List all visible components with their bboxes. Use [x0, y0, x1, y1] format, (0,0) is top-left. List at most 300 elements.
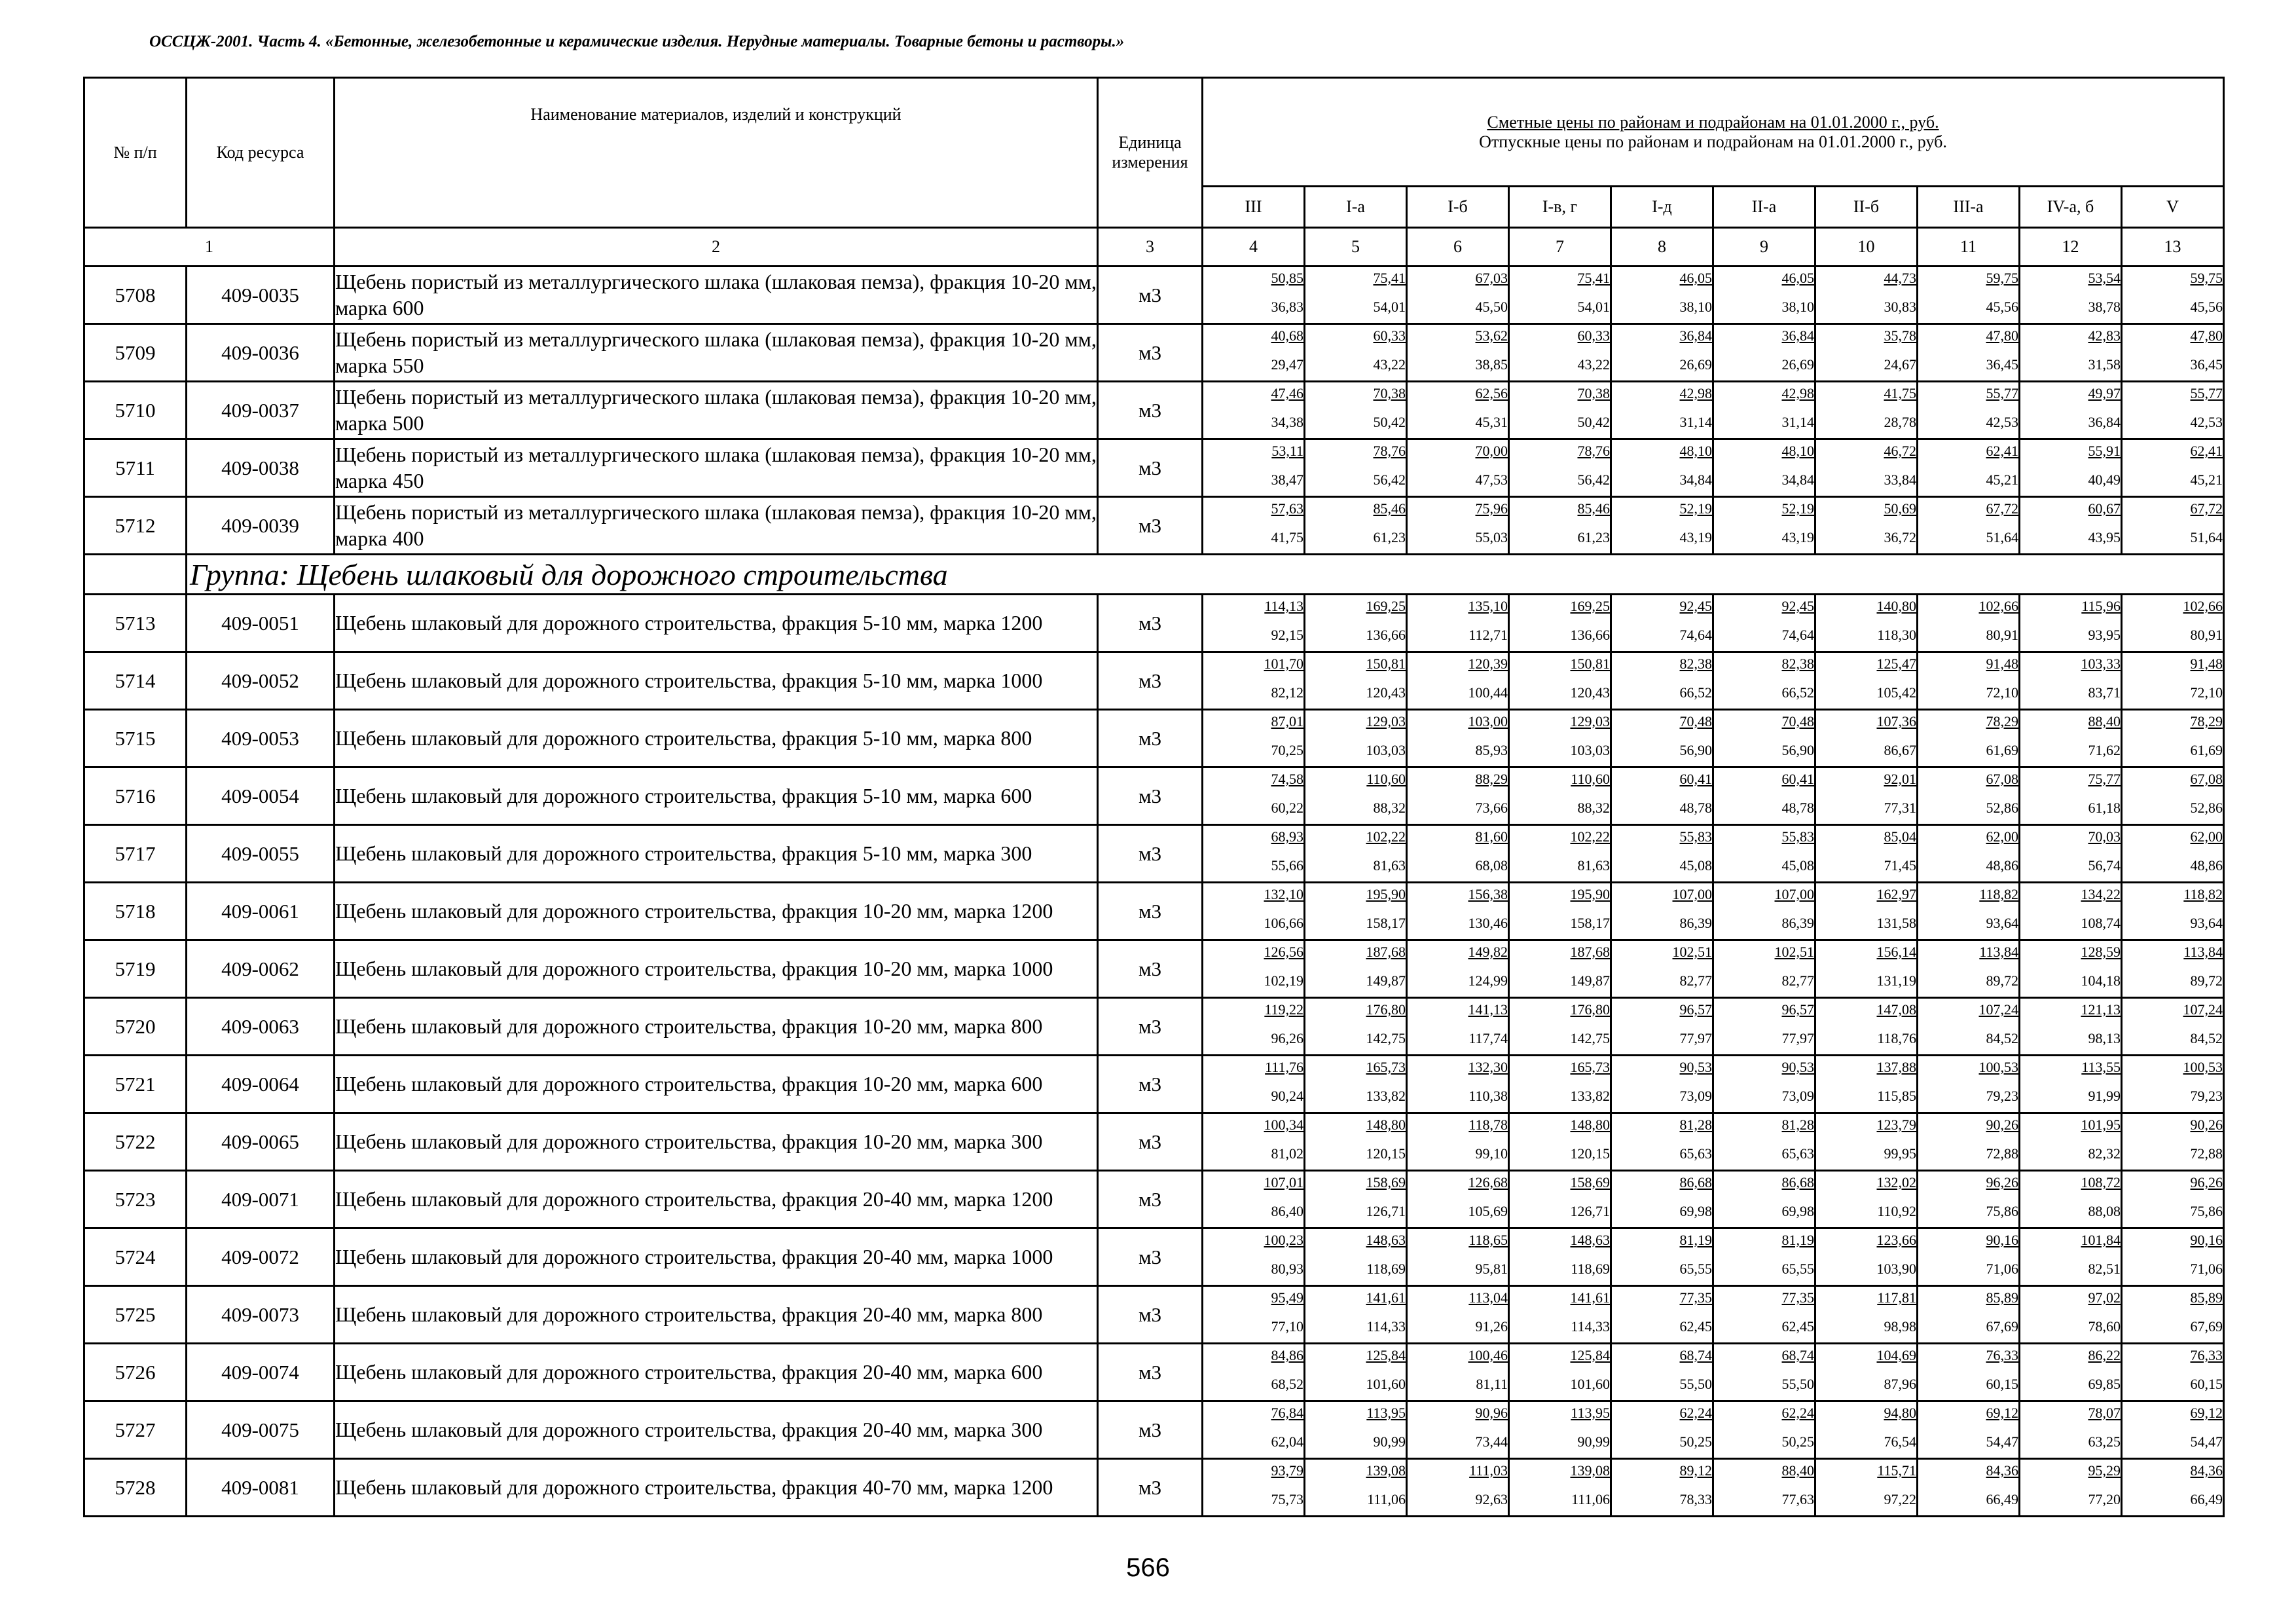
price-cell — [1611, 324, 1713, 382]
release-price: 114,33 — [1571, 1318, 1610, 1335]
price-cell — [1713, 883, 1815, 940]
price-cell — [1611, 1459, 1713, 1517]
price-cell — [1713, 767, 1815, 825]
estimate-price: 90,16 — [1986, 1232, 2018, 1248]
estimate-price: 101,84 — [2081, 1232, 2121, 1248]
price-cell — [1407, 998, 1509, 1056]
estimate-price: 102,66 — [2183, 598, 2223, 614]
estimate-price: 92,01 — [1884, 771, 1916, 787]
price-cell — [1713, 1344, 1815, 1401]
release-price: 28,78 — [1884, 414, 1916, 430]
release-price: 101,60 — [1570, 1376, 1610, 1392]
price-cell — [1815, 1344, 1918, 1401]
estimate-price: 81,28 — [1781, 1116, 1814, 1133]
release-price: 86,40 — [1271, 1203, 1303, 1219]
price-cell — [1305, 1228, 1407, 1286]
release-price: 42,53 — [2190, 414, 2223, 430]
release-price: 43,22 — [1577, 356, 1610, 373]
material-name: Щебень шлаковый для дорожного строительства, фракция 5-10 мм, марка 600 — [335, 767, 1098, 825]
resource-code: 409-0072 — [187, 1228, 335, 1286]
release-price: 86,39 — [1679, 915, 1712, 931]
estimate-price: 103,00 — [1468, 713, 1508, 729]
estimate-price: 48,10 — [1679, 443, 1712, 459]
estimate-price: 118,82 — [2183, 886, 2223, 902]
price-cell — [1713, 825, 1815, 883]
price-cell — [1918, 1344, 2020, 1401]
price-cell — [1611, 1344, 1713, 1401]
release-price: 36,83 — [1271, 299, 1303, 315]
release-price: 45,56 — [2190, 299, 2223, 315]
release-price: 50,42 — [1373, 414, 1406, 430]
estimate-price: 42,83 — [2088, 327, 2121, 344]
column-number: 4 — [1203, 228, 1305, 267]
estimate-price: 53,62 — [1475, 327, 1508, 344]
release-price: 63,25 — [2088, 1433, 2121, 1450]
row-number: 5723 — [84, 1171, 187, 1228]
release-price: 45,21 — [1986, 471, 2018, 488]
estimate-price: 132,30 — [1468, 1059, 1508, 1075]
release-price: 61,18 — [2088, 800, 2121, 816]
estimate-price: 129,03 — [1570, 713, 1610, 729]
resource-code: 409-0039 — [187, 497, 335, 555]
price-cell — [1407, 1459, 1509, 1517]
release-price: 73,09 — [1679, 1088, 1712, 1104]
table-row — [84, 940, 2224, 998]
release-price: 50,25 — [1781, 1433, 1814, 1450]
release-price: 79,23 — [2190, 1088, 2223, 1104]
price-cell — [1509, 1056, 1611, 1113]
material-name: Щебень шлаковый для дорожного строительства, фракция 10-20 мм, марка 1200 — [335, 883, 1098, 940]
column-number: 3 — [1098, 228, 1203, 267]
release-price: 108,74 — [2081, 915, 2121, 931]
estimate-price: 128,59 — [2081, 944, 2121, 960]
price-cell — [1305, 1056, 1407, 1113]
estimate-price: 86,68 — [1781, 1174, 1814, 1190]
price-cell — [1305, 1459, 1407, 1517]
estimate-price: 113,84 — [1979, 944, 2018, 960]
estimate-price: 70,00 — [1475, 443, 1508, 459]
estimate-price: 62,41 — [2190, 443, 2223, 459]
price-cell — [1407, 267, 1509, 324]
estimate-price: 60,41 — [1781, 771, 1814, 787]
price-cell — [2122, 267, 2224, 324]
release-price: 48,86 — [2190, 857, 2223, 874]
table-row — [84, 497, 2224, 555]
price-cell — [1611, 1286, 1713, 1344]
price-cell — [1305, 595, 1407, 652]
estimate-price: 46,72 — [1884, 443, 1916, 459]
col-header-prices — [1203, 78, 2224, 187]
row-number: 5720 — [84, 998, 187, 1056]
release-price: 136,66 — [1570, 627, 1610, 643]
estimate-price: 92,45 — [1781, 598, 1814, 614]
release-price: 48,86 — [1986, 857, 2018, 874]
col-header-np: № п/п — [84, 78, 187, 228]
estimate-price: 77,35 — [1781, 1289, 1814, 1306]
estimate-price: 102,22 — [1366, 828, 1406, 845]
estimate-price: 90,26 — [2190, 1116, 2223, 1133]
estimate-price: 107,24 — [2183, 1001, 2223, 1018]
column-number: 7 — [1509, 228, 1611, 267]
column-number: 11 — [1918, 228, 2020, 267]
release-price: 99,95 — [1884, 1145, 1916, 1162]
estimate-price: 60,33 — [1577, 327, 1610, 344]
estimate-price: 78,76 — [1373, 443, 1406, 459]
table-row — [84, 267, 2224, 324]
estimate-price: 52,19 — [1679, 500, 1712, 517]
price-cell — [1509, 267, 1611, 324]
release-price: 52,86 — [2190, 800, 2223, 816]
estimate-price: 44,73 — [1884, 270, 1916, 286]
estimate-price: 88,29 — [1475, 771, 1508, 787]
price-cell — [1203, 1171, 1305, 1228]
estimate-price: 107,00 — [1672, 886, 1712, 902]
group-row — [84, 555, 2224, 595]
estimate-price: 139,08 — [1570, 1462, 1610, 1479]
column-number: 1 — [84, 228, 335, 267]
price-cell — [1815, 1056, 1918, 1113]
price-cell — [2020, 883, 2122, 940]
estimate-price: 115,96 — [2081, 598, 2121, 614]
price-cell — [1713, 1401, 1815, 1459]
release-price: 48,78 — [1679, 800, 1712, 816]
estimate-price: 78,07 — [2088, 1405, 2121, 1421]
release-price: 79,23 — [1986, 1088, 2018, 1104]
price-cell — [1203, 1113, 1305, 1171]
price-cell — [1509, 1344, 1611, 1401]
price-cell — [1509, 1171, 1611, 1228]
release-price: 80,93 — [1271, 1261, 1303, 1277]
release-price: 80,91 — [2190, 627, 2223, 643]
price-cell — [1203, 1459, 1305, 1517]
release-price: 72,10 — [1986, 684, 2018, 701]
unit-of-measure: м3 — [1098, 710, 1203, 767]
price-cell — [1611, 382, 1713, 439]
release-price: 75,86 — [2190, 1203, 2223, 1219]
row-number: 5717 — [84, 825, 187, 883]
price-cell — [2122, 1056, 2224, 1113]
release-price: 31,58 — [2088, 356, 2121, 373]
unit-of-measure: м3 — [1098, 1401, 1203, 1459]
release-price: 111,06 — [1571, 1491, 1610, 1507]
estimate-price: 46,05 — [1679, 270, 1712, 286]
price-cell — [1305, 998, 1407, 1056]
material-name: Щебень шлаковый для дорожного строительства, фракция 10-20 мм, марка 300 — [335, 1113, 1098, 1171]
release-price: 120,15 — [1366, 1145, 1406, 1162]
column-number: 9 — [1713, 228, 1815, 267]
release-price: 24,67 — [1884, 356, 1916, 373]
estimate-price: 36,84 — [1781, 327, 1814, 344]
price-cell — [2122, 998, 2224, 1056]
price-cell — [1713, 998, 1815, 1056]
row-number: 5708 — [84, 267, 187, 324]
estimate-price: 86,22 — [2088, 1347, 2121, 1363]
release-price: 43,22 — [1373, 356, 1406, 373]
estimate-price: 141,13 — [1468, 1001, 1508, 1018]
estimate-price: 81,60 — [1475, 828, 1508, 845]
release-price: 103,90 — [1876, 1261, 1916, 1277]
region-header: III — [1203, 187, 1305, 228]
estimate-price: 49,97 — [2088, 385, 2121, 401]
price-cell — [1203, 652, 1305, 710]
unit-of-measure: м3 — [1098, 1286, 1203, 1344]
price-cell — [1918, 652, 2020, 710]
estimate-price: 76,33 — [1986, 1347, 2018, 1363]
estimate-price: 117,81 — [1877, 1289, 1916, 1306]
estimate-price: 89,12 — [1679, 1462, 1712, 1479]
price-cell — [2020, 382, 2122, 439]
release-price: 97,22 — [1884, 1491, 1916, 1507]
release-price: 78,60 — [2088, 1318, 2121, 1335]
table-row — [84, 1401, 2224, 1459]
price-cell — [1407, 1056, 1509, 1113]
release-price: 75,86 — [1986, 1203, 2018, 1219]
unit-of-measure: м3 — [1098, 439, 1203, 497]
resource-code: 409-0054 — [187, 767, 335, 825]
release-price: 56,74 — [2088, 857, 2121, 874]
estimate-price: 47,80 — [1986, 327, 2018, 344]
release-price: 82,51 — [2088, 1261, 2121, 1277]
price-cell — [1305, 1344, 1407, 1401]
release-price: 86,67 — [1884, 742, 1916, 758]
price-cell — [1407, 1228, 1509, 1286]
release-price: 36,45 — [2190, 356, 2223, 373]
price-cell — [1305, 940, 1407, 998]
release-price: 54,47 — [1986, 1433, 2018, 1450]
resource-code: 409-0038 — [187, 439, 335, 497]
estimate-price: 120,39 — [1468, 655, 1508, 672]
estimate-price: 55,83 — [1679, 828, 1712, 845]
col-header-name: Наименование материалов, изделий и конструкций — [335, 78, 1098, 228]
release-price: 126,71 — [1366, 1203, 1406, 1219]
material-name: Щебень шлаковый для дорожного строительства, фракция 10-20 мм, марка 600 — [335, 1056, 1098, 1113]
estimate-price: 36,84 — [1679, 327, 1712, 344]
estimate-price: 108,72 — [2081, 1174, 2121, 1190]
release-price: 133,82 — [1570, 1088, 1610, 1104]
table-row — [84, 1228, 2224, 1286]
price-cell — [2122, 1171, 2224, 1228]
estimate-price: 118,65 — [1468, 1232, 1508, 1248]
price-cell — [1611, 439, 1713, 497]
price-cell — [1918, 1459, 2020, 1517]
price-cell — [2122, 767, 2224, 825]
price-cell — [1918, 1056, 2020, 1113]
price-cell — [1815, 497, 1918, 555]
estimate-price: 96,26 — [2190, 1174, 2223, 1190]
release-price: 105,42 — [1876, 684, 1916, 701]
release-price: 51,64 — [1986, 529, 2018, 545]
price-cell — [2020, 267, 2122, 324]
price-cell — [1713, 595, 1815, 652]
release-price: 118,69 — [1366, 1261, 1406, 1277]
release-price: 80,91 — [1986, 627, 2018, 643]
price-cell — [1407, 1401, 1509, 1459]
release-price: 73,09 — [1781, 1088, 1814, 1104]
release-price: 131,19 — [1876, 972, 1916, 989]
estimate-price: 126,68 — [1468, 1174, 1508, 1190]
release-price: 115,85 — [1877, 1088, 1916, 1104]
estimate-price: 107,01 — [1264, 1174, 1303, 1190]
price-cell — [1918, 439, 2020, 497]
price-cell — [1815, 595, 1918, 652]
release-price: 130,46 — [1468, 915, 1508, 931]
price-cell — [1918, 1228, 2020, 1286]
price-cell — [2122, 883, 2224, 940]
release-price: 118,30 — [1877, 627, 1916, 643]
price-cell — [2122, 1344, 2224, 1401]
estimate-price: 95,29 — [2088, 1462, 2121, 1479]
estimate-price: 187,68 — [1570, 944, 1610, 960]
release-price: 33,84 — [1884, 471, 1916, 488]
estimate-price: 110,60 — [1366, 771, 1406, 787]
estimate-price: 195,90 — [1570, 886, 1610, 902]
price-cell — [1407, 710, 1509, 767]
price-cell — [1815, 652, 1918, 710]
release-price: 90,99 — [1577, 1433, 1610, 1450]
estimate-price: 107,00 — [1774, 886, 1814, 902]
price-cell — [1713, 710, 1815, 767]
unit-of-measure: м3 — [1098, 998, 1203, 1056]
estimate-price: 60,67 — [2088, 500, 2121, 517]
estimate-price: 97,02 — [2088, 1289, 2121, 1306]
estimate-price: 67,72 — [2190, 500, 2223, 517]
estimate-price: 100,34 — [1264, 1116, 1303, 1133]
price-cell — [1203, 883, 1305, 940]
release-price: 34,84 — [1781, 471, 1814, 488]
price-cell — [1918, 1401, 2020, 1459]
price-cell — [1611, 595, 1713, 652]
estimate-price: 102,51 — [1774, 944, 1814, 960]
price-cell — [1305, 710, 1407, 767]
estimate-price: 88,40 — [2088, 713, 2121, 729]
release-price: 158,17 — [1570, 915, 1610, 931]
estimate-price: 104,69 — [1876, 1347, 1916, 1363]
price-cell — [1815, 1171, 1918, 1228]
price-cell — [1815, 1113, 1918, 1171]
estimate-price: 76,33 — [2190, 1347, 2223, 1363]
release-price: 110,38 — [1468, 1088, 1508, 1104]
release-price: 110,92 — [1877, 1203, 1916, 1219]
estimate-price: 62,41 — [1986, 443, 2018, 459]
estimate-price: 92,45 — [1679, 598, 1712, 614]
price-cell — [1815, 767, 1918, 825]
price-cell — [1918, 1171, 2020, 1228]
release-price: 36,84 — [2088, 414, 2121, 430]
price-cell — [2122, 439, 2224, 497]
row-number: 5709 — [84, 324, 187, 382]
estimate-price: 125,84 — [1366, 1347, 1406, 1363]
release-price: 45,21 — [2190, 471, 2223, 488]
estimate-price: 78,76 — [1577, 443, 1610, 459]
price-cell — [2020, 998, 2122, 1056]
price-cell — [2020, 324, 2122, 382]
release-price: 101,60 — [1366, 1376, 1406, 1392]
release-price: 98,13 — [2088, 1030, 2121, 1046]
column-number: 12 — [2020, 228, 2122, 267]
row-number: 5726 — [84, 1344, 187, 1401]
estimate-price: 100,53 — [1978, 1059, 2018, 1075]
release-price: 60,15 — [1986, 1376, 2018, 1392]
price-cell — [1305, 652, 1407, 710]
price-cell — [1305, 1171, 1407, 1228]
release-price: 82,12 — [1271, 684, 1303, 701]
release-price: 43,19 — [1781, 529, 1814, 545]
table-row — [84, 382, 2224, 439]
price-cell — [1918, 883, 2020, 940]
price-cell — [1611, 710, 1713, 767]
estimate-price: 57,63 — [1271, 500, 1303, 517]
release-price: 62,45 — [1679, 1318, 1712, 1335]
price-cell — [1203, 267, 1305, 324]
price-cell — [1407, 1171, 1509, 1228]
estimate-price: 90,26 — [1986, 1116, 2018, 1133]
material-name: Щебень шлаковый для дорожного строительства, фракция 5-10 мм, марка 300 — [335, 825, 1098, 883]
region-header: V — [2122, 187, 2224, 228]
material-name: Щебень шлаковый для дорожного строительства, фракция 10-20 мм, марка 800 — [335, 998, 1098, 1056]
estimate-price: 35,78 — [1884, 327, 1916, 344]
release-price: 102,19 — [1264, 972, 1303, 989]
estimate-price: 113,04 — [1468, 1289, 1508, 1306]
release-price: 120,15 — [1570, 1145, 1610, 1162]
estimate-price: 48,10 — [1781, 443, 1814, 459]
price-cell — [1203, 1344, 1305, 1401]
estimate-price: 132,02 — [1876, 1174, 1916, 1190]
release-price: 43,95 — [2088, 529, 2121, 545]
price-cell — [1509, 497, 1611, 555]
estimate-price: 81,19 — [1679, 1232, 1712, 1248]
release-price: 131,58 — [1876, 915, 1916, 931]
price-cell — [1815, 1459, 1918, 1517]
price-cell — [1713, 1459, 1815, 1517]
estimate-price: 70,48 — [1781, 713, 1814, 729]
price-cell — [1918, 710, 2020, 767]
estimate-price: 113,95 — [1571, 1405, 1610, 1421]
release-price: 120,43 — [1366, 684, 1406, 701]
price-cell — [1611, 267, 1713, 324]
row-number: 5710 — [84, 382, 187, 439]
release-price: 83,71 — [2088, 684, 2121, 701]
column-number: 8 — [1611, 228, 1713, 267]
estimate-price: 107,24 — [1978, 1001, 2018, 1018]
release-price: 85,93 — [1475, 742, 1508, 758]
row-number: 5721 — [84, 1056, 187, 1113]
price-cell — [2122, 1459, 2224, 1517]
release-price: 55,03 — [1475, 529, 1508, 545]
row-number: 5718 — [84, 883, 187, 940]
estimate-price: 148,63 — [1366, 1232, 1406, 1248]
release-price: 62,04 — [1271, 1433, 1303, 1450]
price-cell — [1305, 267, 1407, 324]
unit-of-measure: м3 — [1098, 595, 1203, 652]
release-price: 52,86 — [1986, 800, 2018, 816]
release-price: 50,42 — [1577, 414, 1610, 430]
column-number: 2 — [335, 228, 1098, 267]
estimate-price: 90,53 — [1781, 1059, 1814, 1075]
unit-of-measure: м3 — [1098, 883, 1203, 940]
price-cell — [1203, 497, 1305, 555]
region-header: I-а — [1305, 187, 1407, 228]
estimate-price: 82,38 — [1781, 655, 1814, 672]
table-row — [84, 825, 2224, 883]
price-cell — [1815, 710, 1918, 767]
release-price: 67,69 — [1986, 1318, 2018, 1335]
price-cell — [1918, 940, 2020, 998]
release-price: 77,10 — [1271, 1318, 1303, 1335]
price-cell — [1305, 1113, 1407, 1171]
price-cell — [1203, 1228, 1305, 1286]
price-cell — [1203, 940, 1305, 998]
release-price: 142,75 — [1570, 1030, 1610, 1046]
